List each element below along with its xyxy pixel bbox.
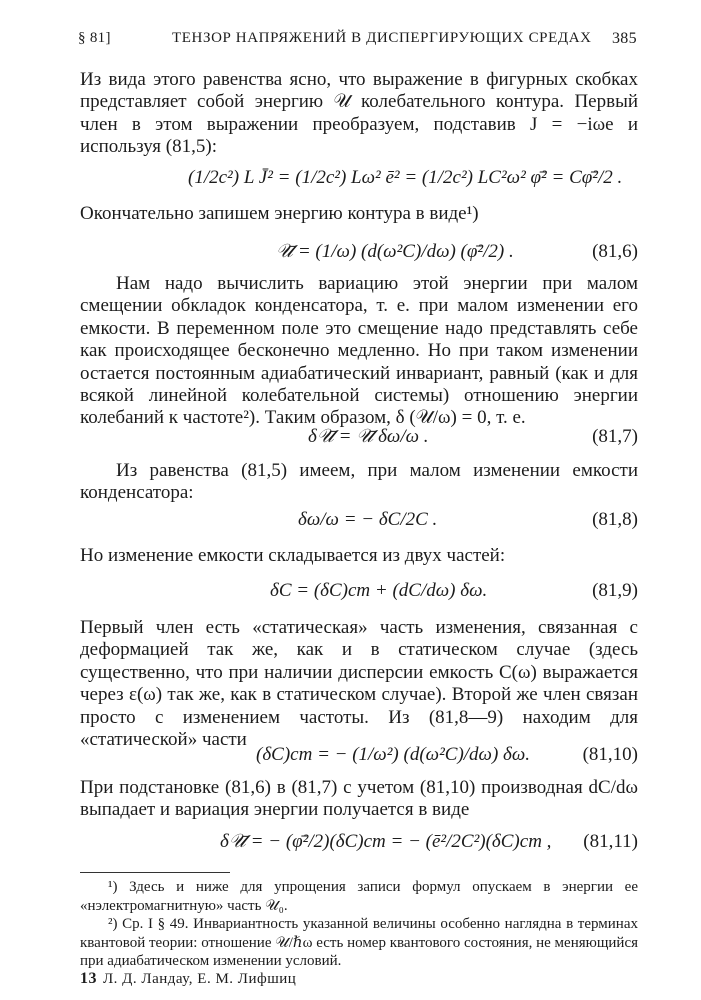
equation-energy-transform bbox=[80, 158, 638, 198]
paragraph-4: Из равенства (81,5) имеем, при малом изменении емкости конденсатора: bbox=[80, 460, 638, 504]
equation-81-7 bbox=[80, 417, 638, 457]
paragraph-2: Окончательно запишем энергию контура в виде¹) bbox=[80, 203, 479, 224]
equation-81-9 bbox=[80, 571, 638, 611]
equation-number: (81,9) bbox=[592, 580, 638, 601]
page-number: 385 bbox=[612, 30, 637, 47]
paragraph-1: Из вида этого равенства ясно, что выражение в фигурных скобках представляет собой энергию 𝒰 колебательного контура. Первый член в этом выражении преобразуем, подставив J = −iωe и используя (81,5): bbox=[80, 69, 638, 158]
equation-81-6 bbox=[80, 232, 638, 272]
equation-81-10 bbox=[80, 735, 638, 775]
equation-81-11 bbox=[80, 822, 638, 862]
paragraph-6: Первый член есть «статическая» часть изменения, связанная с деформацией так же, как и в статическом случае (здесь существенно, что при наличии дисперсии емкость C(ω) выражается через ε(ω) так же, как в статическом случае). Второй же член связан просто с изменением частоты. Из (81,8—9) находим для «статической» части bbox=[80, 617, 638, 751]
paragraph-5: Но изменение емкости складывается из двух частей: bbox=[80, 545, 506, 566]
paragraph-7: При подстановке (81,6) в (81,7) с учетом (81,10) производная dC/dω выпадает и вариация энергии получается в виде bbox=[80, 777, 638, 821]
footnote-2: ²) Ср. I § 49. Инвариантность указанной величины особенно наглядна в терминах квантовой теории: отношение 𝒰/ℏω есть номер квантового состояния, не меняющийся при адиабатическом изменении условий. bbox=[80, 916, 638, 970]
equation-text: 𝒰̄ = (1/ω) (d(ω²C)/dω) (φ̄²/2) . bbox=[276, 241, 514, 262]
section-marker: § 81] bbox=[78, 30, 111, 46]
running-title: ТЕНЗОР НАПРЯЖЕНИЙ В ДИСПЕРГИРУЮЩИХ СРЕДАХ bbox=[172, 30, 592, 46]
equation-text: (δC)ст = − (1/ω²) (d(ω²C)/dω) δω. bbox=[256, 744, 531, 765]
equation-text: δ𝒰̄ = 𝒰̄ δω/ω . bbox=[308, 426, 429, 447]
equation-number: (81,10) bbox=[582, 744, 638, 765]
sheet-number: 13 bbox=[80, 970, 97, 987]
footnote-rule bbox=[80, 872, 230, 873]
equation-81-8 bbox=[80, 500, 638, 540]
printer-signature bbox=[80, 970, 296, 988]
equation-text: δ𝒰̄ = − (φ̄²/2)(δC)ст = − (ē²/2C²)(δC)ст , bbox=[220, 831, 552, 852]
equation-number: (81,7) bbox=[592, 426, 638, 447]
equation-text: (1/2c²) L J̄² = (1/2c²) Lω² ē² = (1/2c²) LC²ω² φ̄² = Cφ̄²/2 . bbox=[188, 167, 623, 188]
equation-number: (81,11) bbox=[583, 831, 638, 852]
equation-number: (81,6) bbox=[592, 241, 638, 262]
footnote-1: ¹) Здесь и ниже для упрощения записи формул опускаем в энергии ее «нэлектромагнитную» часть 𝒰₀. bbox=[80, 879, 638, 914]
paragraph-3: Нам надо вычислить вариацию этой энергии при малом смещении обкладок конденсатора, т. е. при малом изменении его емкости. В переменном поле это смещение надо представлять себе как происходящее бесконечно медленно. Но при таком изменении остается постоянным адиабатический инвариант, равный (как и для всякой линейной колебательной системы) отношению энергии колебаний к частоте²). Таким образом, δ (𝒰/ω) = 0, т. е. bbox=[80, 273, 638, 429]
equation-text: δC = (δC)ст + (dC/dω) δω. bbox=[270, 580, 488, 601]
authors: Л. Д. Ландау, Е. М. Лифшиц bbox=[103, 971, 297, 987]
equation-text: δω/ω = − δC/2C . bbox=[298, 509, 438, 530]
equation-number: (81,8) bbox=[592, 509, 638, 530]
